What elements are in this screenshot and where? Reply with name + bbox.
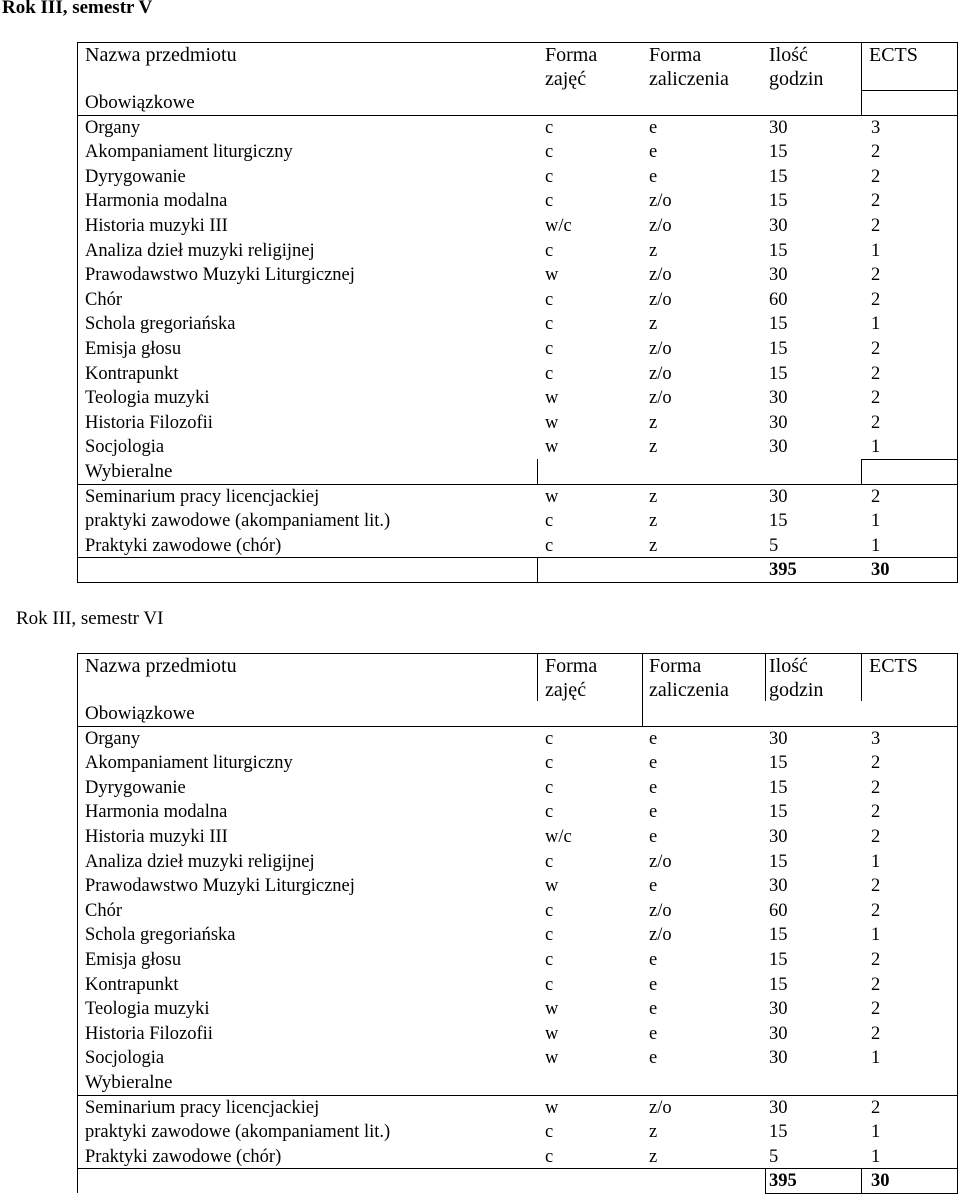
table-row bbox=[77, 288, 958, 313]
forma-zaliczenia: e bbox=[649, 166, 658, 187]
forma-zaliczenia: z bbox=[649, 314, 658, 335]
header-godzin: Ilość godzin bbox=[769, 655, 824, 701]
section-wybieralne bbox=[77, 460, 958, 485]
table-row bbox=[77, 386, 958, 411]
table-gridline bbox=[861, 459, 958, 460]
table-row bbox=[77, 1145, 958, 1170]
table-gridline bbox=[77, 42, 78, 582]
ilosc-godzin: 30 bbox=[769, 388, 788, 409]
ects: 1 bbox=[871, 1122, 881, 1143]
forma-zajec: w bbox=[545, 437, 559, 458]
table-gridline bbox=[642, 653, 643, 701]
ects: 2 bbox=[871, 826, 881, 847]
forma-zajec: c bbox=[545, 511, 554, 532]
ects: 2 bbox=[871, 802, 881, 823]
subject-name: Prawodawstwo Muzyki Liturgicznej bbox=[85, 876, 355, 897]
table-gridline bbox=[77, 557, 958, 558]
section-wybieralne bbox=[77, 1071, 958, 1096]
header-ects: ECTS bbox=[869, 655, 918, 677]
forma-zajec: w/c bbox=[545, 215, 572, 236]
ilosc-godzin: 30 bbox=[769, 728, 788, 749]
table-row bbox=[77, 751, 958, 776]
ects: 3 bbox=[871, 728, 881, 749]
total-ects: 30 bbox=[871, 1171, 890, 1192]
subject-name: Harmonia modalna bbox=[85, 802, 228, 823]
ilosc-godzin: 15 bbox=[769, 1122, 788, 1143]
forma-zajec: c bbox=[545, 925, 554, 946]
ects: 1 bbox=[871, 535, 881, 556]
ects: 2 bbox=[871, 142, 881, 163]
forma-zajec: c bbox=[545, 974, 554, 995]
forma-zajec: c bbox=[545, 363, 554, 384]
semester-5-title: Rok III, semestr V bbox=[2, 0, 153, 18]
forma-zaliczenia: z/o bbox=[649, 925, 672, 946]
table-row bbox=[77, 1120, 958, 1145]
subject-name: Teologia muzyki bbox=[85, 999, 210, 1020]
table-header bbox=[77, 42, 958, 91]
forma-zaliczenia: z bbox=[649, 412, 658, 433]
table-gridline bbox=[861, 90, 958, 91]
ilosc-godzin: 5 bbox=[769, 1146, 779, 1167]
forma-zaliczenia: e bbox=[649, 142, 658, 163]
section-obowiazkowe bbox=[77, 91, 958, 116]
header-zaliczenie: Forma zaliczenia bbox=[649, 655, 729, 701]
ects: 2 bbox=[871, 191, 881, 212]
ilosc-godzin: 60 bbox=[769, 289, 788, 310]
ilosc-godzin: 15 bbox=[769, 753, 788, 774]
subject-name: Socjologia bbox=[85, 437, 165, 458]
semester-5-table bbox=[77, 42, 958, 582]
ilosc-godzin: 15 bbox=[769, 511, 788, 532]
subject-name: Historia Filozofii bbox=[85, 412, 213, 433]
total-ects: 30 bbox=[871, 560, 890, 581]
table-gridline bbox=[77, 115, 958, 116]
forma-zaliczenia: e bbox=[649, 728, 658, 749]
subject-name: Chór bbox=[85, 900, 122, 921]
forma-zajec: w bbox=[545, 412, 559, 433]
forma-zajec: c bbox=[545, 338, 554, 359]
forma-zajec: w bbox=[545, 486, 559, 507]
ects: 1 bbox=[871, 437, 881, 458]
table-row bbox=[77, 825, 958, 850]
table-row bbox=[77, 263, 958, 288]
ects: 1 bbox=[871, 925, 881, 946]
table-row bbox=[77, 435, 958, 460]
ilosc-godzin: 30 bbox=[769, 117, 788, 138]
ilosc-godzin: 30 bbox=[769, 486, 788, 507]
forma-zajec: w/c bbox=[545, 826, 572, 847]
subject-name: Teologia muzyki bbox=[85, 388, 210, 409]
table-row bbox=[77, 973, 958, 998]
table-gridline bbox=[77, 42, 958, 43]
table-gridline bbox=[537, 459, 538, 484]
forma-zaliczenia: z bbox=[649, 240, 658, 261]
ilosc-godzin: 30 bbox=[769, 265, 788, 286]
table-row bbox=[77, 362, 958, 387]
section-obowiazkowe bbox=[77, 702, 958, 727]
forma-zaliczenia: z/o bbox=[649, 338, 672, 359]
table-header bbox=[77, 653, 958, 702]
ects: 2 bbox=[871, 1097, 881, 1118]
forma-zaliczenia: e bbox=[649, 777, 658, 798]
forma-zajec: c bbox=[545, 166, 554, 187]
table-gridline bbox=[861, 653, 862, 701]
table-row bbox=[77, 534, 958, 559]
ilosc-godzin: 30 bbox=[769, 1048, 788, 1069]
table-row bbox=[77, 727, 958, 752]
table-gridline bbox=[861, 90, 862, 115]
ilosc-godzin: 15 bbox=[769, 974, 788, 995]
forma-zajec: c bbox=[545, 289, 554, 310]
forma-zaliczenia: z bbox=[649, 535, 658, 556]
subject-name: Organy bbox=[85, 728, 141, 749]
forma-zaliczenia: e bbox=[649, 753, 658, 774]
ilosc-godzin: 5 bbox=[769, 535, 779, 556]
table-gridline bbox=[957, 653, 958, 1193]
table-row bbox=[77, 800, 958, 825]
subject-name: Kontrapunkt bbox=[85, 363, 179, 384]
table-row bbox=[77, 116, 958, 141]
subject-name: Socjologia bbox=[85, 1048, 165, 1069]
forma-zajec: c bbox=[545, 728, 554, 749]
subject-name: Prawodawstwo Muzyki Liturgicznej bbox=[85, 265, 355, 286]
subject-name: Praktyki zawodowe (chór) bbox=[85, 1146, 282, 1167]
table-row bbox=[77, 899, 958, 924]
forma-zajec: c bbox=[545, 191, 554, 212]
ects: 2 bbox=[871, 215, 881, 236]
forma-zaliczenia: e bbox=[649, 949, 658, 970]
table-row bbox=[77, 997, 958, 1022]
ects: 1 bbox=[871, 314, 881, 335]
ects: 2 bbox=[871, 777, 881, 798]
ilosc-godzin: 30 bbox=[769, 412, 788, 433]
header-ects: ECTS bbox=[869, 44, 918, 66]
table-gridline bbox=[77, 1168, 958, 1169]
ilosc-godzin: 15 bbox=[769, 802, 788, 823]
table-gridline bbox=[77, 484, 958, 485]
section-obowiazkowe-label: Obowiązkowe bbox=[85, 703, 195, 724]
forma-zaliczenia: e bbox=[649, 974, 658, 995]
ilosc-godzin: 15 bbox=[769, 166, 788, 187]
table-gridline bbox=[957, 42, 958, 582]
total-godzin: 395 bbox=[769, 560, 797, 581]
header-forma: Forma zajęć bbox=[545, 44, 598, 90]
forma-zajec: w bbox=[545, 1023, 559, 1044]
ilosc-godzin: 30 bbox=[769, 215, 788, 236]
table-gridline bbox=[77, 653, 78, 1193]
table-gridline bbox=[861, 459, 862, 484]
section-wybieralne-label: Wybieralne bbox=[85, 460, 173, 482]
forma-zaliczenia: z bbox=[649, 1146, 658, 1167]
ilosc-godzin: 30 bbox=[769, 826, 788, 847]
forma-zajec: c bbox=[545, 142, 554, 163]
ects: 1 bbox=[871, 1146, 881, 1167]
forma-zaliczenia: e bbox=[649, 802, 658, 823]
subject-name: Historia muzyki III bbox=[85, 826, 228, 847]
header-name: Nazwa przedmiotu bbox=[85, 655, 237, 677]
ects: 1 bbox=[871, 240, 881, 261]
total-row bbox=[77, 558, 958, 583]
forma-zaliczenia: e bbox=[649, 826, 658, 847]
semester-6-table bbox=[77, 653, 958, 1193]
header-godzin: Ilość godzin bbox=[769, 44, 824, 90]
forma-zajec: c bbox=[545, 900, 554, 921]
table-row bbox=[77, 874, 958, 899]
subject-name: praktyki zawodowe (akompaniament lit.) bbox=[85, 1122, 391, 1143]
subject-name: Schola gregoriańska bbox=[85, 925, 236, 946]
ilosc-godzin: 15 bbox=[769, 338, 788, 359]
header-name: Nazwa przedmiotu bbox=[85, 44, 237, 66]
ilosc-godzin: 30 bbox=[769, 1023, 788, 1044]
ilosc-godzin: 15 bbox=[769, 314, 788, 335]
subject-name: Akompaniament liturgiczny bbox=[85, 753, 293, 774]
table-row bbox=[77, 140, 958, 165]
table-gridline bbox=[77, 726, 958, 727]
table-row bbox=[77, 1022, 958, 1047]
subject-name: Praktyki zawodowe (chór) bbox=[85, 535, 282, 556]
forma-zajec: w bbox=[545, 1097, 559, 1118]
forma-zaliczenia: e bbox=[649, 117, 658, 138]
forma-zaliczenia: z/o bbox=[649, 900, 672, 921]
forma-zajec: c bbox=[545, 802, 554, 823]
subject-name: Kontrapunkt bbox=[85, 974, 179, 995]
ects: 2 bbox=[871, 338, 881, 359]
forma-zajec: w bbox=[545, 1048, 559, 1069]
ects: 2 bbox=[871, 166, 881, 187]
table-row bbox=[77, 948, 958, 973]
table-gridline bbox=[765, 1168, 766, 1193]
forma-zajec: c bbox=[545, 1122, 554, 1143]
forma-zajec: c bbox=[545, 117, 554, 138]
forma-zajec: c bbox=[545, 535, 554, 556]
subject-name: Schola gregoriańska bbox=[85, 314, 236, 335]
table-row bbox=[77, 776, 958, 801]
subject-name: Historia muzyki III bbox=[85, 215, 228, 236]
table-gridline bbox=[77, 1095, 958, 1096]
ilosc-godzin: 15 bbox=[769, 777, 788, 798]
ilosc-godzin: 60 bbox=[769, 900, 788, 921]
table-gridline bbox=[77, 653, 958, 654]
table-gridline bbox=[861, 1168, 862, 1193]
ects: 2 bbox=[871, 753, 881, 774]
forma-zaliczenia: z/o bbox=[649, 265, 672, 286]
ilosc-godzin: 30 bbox=[769, 876, 788, 897]
section-wybieralne-label: Wybieralne bbox=[85, 1071, 173, 1093]
subject-name: Analiza dzieł muzyki religijnej bbox=[85, 240, 315, 261]
section-obowiazkowe-label: Obowiązkowe bbox=[85, 92, 195, 113]
table-gridline bbox=[537, 557, 538, 582]
table-row bbox=[77, 189, 958, 214]
table-gridline bbox=[765, 653, 766, 701]
forma-zaliczenia: z/o bbox=[649, 388, 672, 409]
forma-zajec: w bbox=[545, 388, 559, 409]
subject-name: Seminarium pracy licencjackiej bbox=[85, 1097, 320, 1118]
header-forma: Forma zajęć bbox=[545, 655, 598, 701]
ects: 1 bbox=[871, 511, 881, 532]
ilosc-godzin: 30 bbox=[769, 437, 788, 458]
forma-zaliczenia: z bbox=[649, 437, 658, 458]
table-row bbox=[77, 312, 958, 337]
subject-name: Organy bbox=[85, 117, 141, 138]
ects: 2 bbox=[871, 999, 881, 1020]
total-godzin: 395 bbox=[769, 1171, 797, 1192]
ilosc-godzin: 30 bbox=[769, 1097, 788, 1118]
forma-zaliczenia: e bbox=[649, 1048, 658, 1069]
ilosc-godzin: 15 bbox=[769, 851, 788, 872]
forma-zaliczenia: z/o bbox=[649, 215, 672, 236]
subject-name: Analiza dzieł muzyki religijnej bbox=[85, 851, 315, 872]
ects: 1 bbox=[871, 851, 881, 872]
forma-zajec: w bbox=[545, 999, 559, 1020]
forma-zaliczenia: e bbox=[649, 999, 658, 1020]
table-gridline bbox=[77, 582, 958, 583]
table-row bbox=[77, 411, 958, 436]
ilosc-godzin: 15 bbox=[769, 925, 788, 946]
forma-zaliczenia: z bbox=[649, 486, 658, 507]
ects: 2 bbox=[871, 1023, 881, 1044]
forma-zaliczenia: z/o bbox=[649, 851, 672, 872]
forma-zaliczenia: e bbox=[649, 876, 658, 897]
table-row bbox=[77, 337, 958, 362]
table-gridline bbox=[861, 42, 862, 90]
subject-name: Historia Filozofii bbox=[85, 1023, 213, 1044]
forma-zajec: w bbox=[545, 265, 559, 286]
ects: 3 bbox=[871, 117, 881, 138]
subject-name: Dyrygowanie bbox=[85, 166, 186, 187]
ilosc-godzin: 15 bbox=[769, 191, 788, 212]
forma-zaliczenia: z/o bbox=[649, 363, 672, 384]
table-row bbox=[77, 485, 958, 510]
total-row bbox=[77, 1169, 958, 1194]
table-row bbox=[77, 165, 958, 190]
header-zaliczenie: Forma zaliczenia bbox=[649, 44, 729, 90]
forma-zajec: c bbox=[545, 314, 554, 335]
forma-zajec: c bbox=[545, 777, 554, 798]
ects: 2 bbox=[871, 388, 881, 409]
forma-zaliczenia: z/o bbox=[649, 191, 672, 212]
ects: 2 bbox=[871, 900, 881, 921]
forma-zajec: c bbox=[545, 753, 554, 774]
subject-name: Seminarium pracy licencjackiej bbox=[85, 486, 320, 507]
subject-name: Akompaniament liturgiczny bbox=[85, 142, 293, 163]
forma-zaliczenia: z/o bbox=[649, 1097, 672, 1118]
table-row bbox=[77, 239, 958, 264]
forma-zajec: c bbox=[545, 240, 554, 261]
ects: 2 bbox=[871, 289, 881, 310]
ects: 2 bbox=[871, 876, 881, 897]
subject-name: Harmonia modalna bbox=[85, 191, 228, 212]
table-gridline bbox=[765, 1193, 958, 1194]
ilosc-godzin: 15 bbox=[769, 240, 788, 261]
ects: 2 bbox=[871, 412, 881, 433]
table-row bbox=[77, 214, 958, 239]
table-row bbox=[77, 1096, 958, 1121]
ilosc-godzin: 30 bbox=[769, 999, 788, 1020]
subject-name: Emisja głosu bbox=[85, 949, 182, 970]
subject-name: Dyrygowanie bbox=[85, 777, 186, 798]
subject-name: praktyki zawodowe (akompaniament lit.) bbox=[85, 511, 391, 532]
table-gridline bbox=[642, 701, 643, 726]
subject-name: Chór bbox=[85, 289, 122, 310]
table-row bbox=[77, 1046, 958, 1071]
forma-zaliczenia: z bbox=[649, 511, 658, 532]
table-row bbox=[77, 850, 958, 875]
ects: 2 bbox=[871, 486, 881, 507]
forma-zaliczenia: z/o bbox=[649, 289, 672, 310]
ects: 2 bbox=[871, 949, 881, 970]
ects: 1 bbox=[871, 1048, 881, 1069]
forma-zaliczenia: z bbox=[649, 1122, 658, 1143]
table-row bbox=[77, 923, 958, 948]
forma-zajec: c bbox=[545, 1146, 554, 1167]
subject-name: Emisja głosu bbox=[85, 338, 182, 359]
semester-6-title: Rok III, semestr VI bbox=[16, 608, 164, 629]
forma-zajec: c bbox=[545, 851, 554, 872]
ects: 2 bbox=[871, 363, 881, 384]
ects: 2 bbox=[871, 265, 881, 286]
forma-zajec: c bbox=[545, 949, 554, 970]
forma-zaliczenia: e bbox=[649, 1023, 658, 1044]
forma-zajec: w bbox=[545, 876, 559, 897]
ilosc-godzin: 15 bbox=[769, 363, 788, 384]
ilosc-godzin: 15 bbox=[769, 949, 788, 970]
table-gridline bbox=[537, 653, 538, 701]
ects: 2 bbox=[871, 974, 881, 995]
table-row bbox=[77, 509, 958, 534]
ilosc-godzin: 15 bbox=[769, 142, 788, 163]
